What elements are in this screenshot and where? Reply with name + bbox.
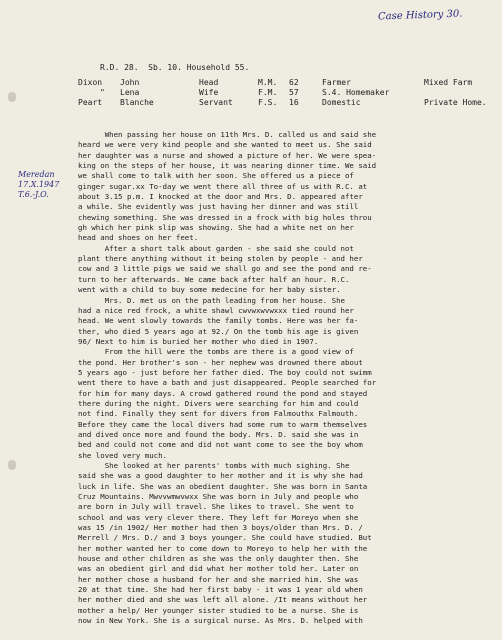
surname: " <box>100 88 105 97</box>
relation: Servant <box>199 98 233 107</box>
sex-status: M.M. <box>258 78 278 87</box>
narrative-line: king on the steps of her house, it was nearing dinner time. We said <box>78 161 377 171</box>
industry: Mixed Farm <box>424 78 473 87</box>
narrative-line: 20 at that time. She had her first baby - it was 1 year old when <box>78 585 363 595</box>
given-name: Blanche <box>120 98 154 107</box>
narrative-line: When passing her house on 11th Mrs. D. called us and said she <box>78 130 377 139</box>
narrative-line: not find. Finally they sent for divers from Falmouthx Falmouth. <box>78 409 359 419</box>
narrative-line: we shall come to talk with her soon. She offered us a piece of <box>78 171 354 181</box>
given-name: Lena <box>120 88 140 97</box>
narrative-line: school and was very clever there. They left for Moreyo when she <box>78 512 359 522</box>
narrative-line: her mother chose a husband for her and she married him. She was <box>78 574 359 584</box>
narrative-line: ginger sugar.xx To-day we went there all three of us with R.C. at <box>78 181 368 191</box>
sex-status: F.M. <box>258 88 278 97</box>
age: 16 <box>289 98 299 107</box>
occupation: Farmer <box>322 78 351 87</box>
narrative-line: 5 years ago - just before her father died. The boy could not swimm <box>78 367 372 377</box>
binder-hole <box>8 92 16 102</box>
binder-hole <box>8 460 16 470</box>
narrative-line: She looked at her parents' tombs with much sighing. She <box>78 461 350 470</box>
narrative-line: her daughter was a nurse and showed a picture of her. We were spea- <box>78 150 377 160</box>
industry: Private Home. <box>424 98 487 107</box>
narrative-line: plant there anything without it being stolen by people - and her <box>78 254 363 264</box>
narrative-line: now in New York. She is a surgical nurse. As Mrs. D. helped with <box>78 616 363 626</box>
narrative-line: Cruz Mountains. Mwvvwmwvwxx She was born in July and people who <box>78 492 359 502</box>
relation: Head <box>199 78 219 87</box>
narrative-line: 96/ Next to him is buried her mother who died in 1907. <box>78 336 319 346</box>
narrative-line: a while. She evidently was just having her dinner and was still <box>78 202 359 212</box>
narrative-line: went there to have a bath and just disappeared. People searched for <box>78 378 377 388</box>
narrative-line: gh which her pink slip was showing. She had a white net on her <box>78 223 354 233</box>
narrative-line: mother a help/ Her younger sister studied to be a nurse. She is <box>78 605 359 615</box>
occupation: Domestic <box>322 98 361 107</box>
narrative-line: house and other children as she was the only daughter then. She <box>78 554 359 564</box>
narrative-line: head. We went slowly towards the family tombs. Here was her fa- <box>78 316 359 326</box>
narrative-line: there during the night. Divers were searching for him and could <box>78 398 359 408</box>
narrative-line: From the hill were the tombs are there is a good view of <box>78 347 354 357</box>
occupation: S.4. Homemaker <box>322 88 390 97</box>
census-table <box>78 78 487 108</box>
narrative-line: and dived once more and found the body. Mrs. D. said she was in <box>78 429 359 439</box>
narrative-line: for him for many days. A crowd gathered round the pond and stayed <box>78 388 368 398</box>
narrative-line: After a short talk about garden - she said she could not <box>78 243 354 253</box>
household-header: R.D. 28. Sb. 10. Household 55. <box>100 63 250 72</box>
narrative-line: her mother wanted her to come down to Moreyo to help her with the <box>78 543 368 553</box>
narrative-line: Mrs. D. met us on the path leading from her house. She <box>78 295 345 305</box>
narrative-line: turn to her afterwards. We came back after half an hour. R.C. <box>78 274 350 284</box>
census-row <box>78 88 390 98</box>
narrative-line: said she was a good daughter to her mother and it is why she had <box>78 471 363 481</box>
case-narrative <box>78 130 483 627</box>
surname: Peart <box>78 98 103 107</box>
narrative-line: had a nice red frock, a white shawl cwvwxwvwxxx tied round her <box>78 305 354 315</box>
handwritten-case-label: Case History 30. <box>377 8 463 23</box>
age: 57 <box>289 88 299 97</box>
relation: Wife <box>199 88 219 97</box>
narrative-line: luck in life. She was an obedient daughter. She was born in Santa <box>78 481 368 491</box>
narrative-line: her mother died and she was left all alone. /It means without her <box>78 595 368 605</box>
margin-note-line: 17.X.1947 <box>18 180 60 189</box>
age: 62 <box>289 78 299 87</box>
narrative-line: Merrell / Mrs. D./ and 3 boys younger. She could have studied. But <box>78 533 372 543</box>
margin-note-line: Meredan <box>18 170 55 179</box>
sex-status: F.S. <box>258 98 278 107</box>
narrative-line: bed and could not come and did not want come to see the boy whom <box>78 440 363 450</box>
handwritten-margin-note <box>18 170 59 200</box>
narrative-line: ther, who died 5 years ago at 92./ On the tomb his age is given <box>78 326 359 336</box>
given-name: John <box>120 78 140 87</box>
margin-note-line: T.6.-J.O. <box>18 190 49 199</box>
census-row <box>78 98 487 108</box>
narrative-line: was an obedient girl and did what her mother told her. Later on <box>78 564 359 574</box>
census-row <box>78 78 473 88</box>
narrative-line: head and shoes on her feet. <box>78 233 199 243</box>
narrative-line: was 15 /in 1902/ Her mother had then 3 boys/older than Mrs. D. / <box>78 523 363 533</box>
narrative-line: Before they came the local divers had some rum to warm themselves <box>78 419 368 429</box>
narrative-line: the pond. Her brother's son - her nephew was drowned there about <box>78 357 363 367</box>
narrative-line: she loved very much. <box>78 450 167 460</box>
narrative-line: went with a child to buy some medecine for her baby sister. <box>78 285 341 295</box>
narrative-line: about 3.15 p.m. I knocked at the door and Mrs. D. appeared after <box>78 192 363 202</box>
narrative-line: cow and 3 little pigs we said we shall go and see the pond and re- <box>78 264 372 274</box>
narrative-line: are born in July will travel. She likes to travel. She went to <box>78 502 354 512</box>
narrative-line: chewing something. She was dressed in a frock with big holes throu <box>78 212 372 222</box>
surname: Dixon <box>78 78 103 87</box>
narrative-line: heard we were very kind people and she wanted to meet us. She said <box>78 140 372 150</box>
